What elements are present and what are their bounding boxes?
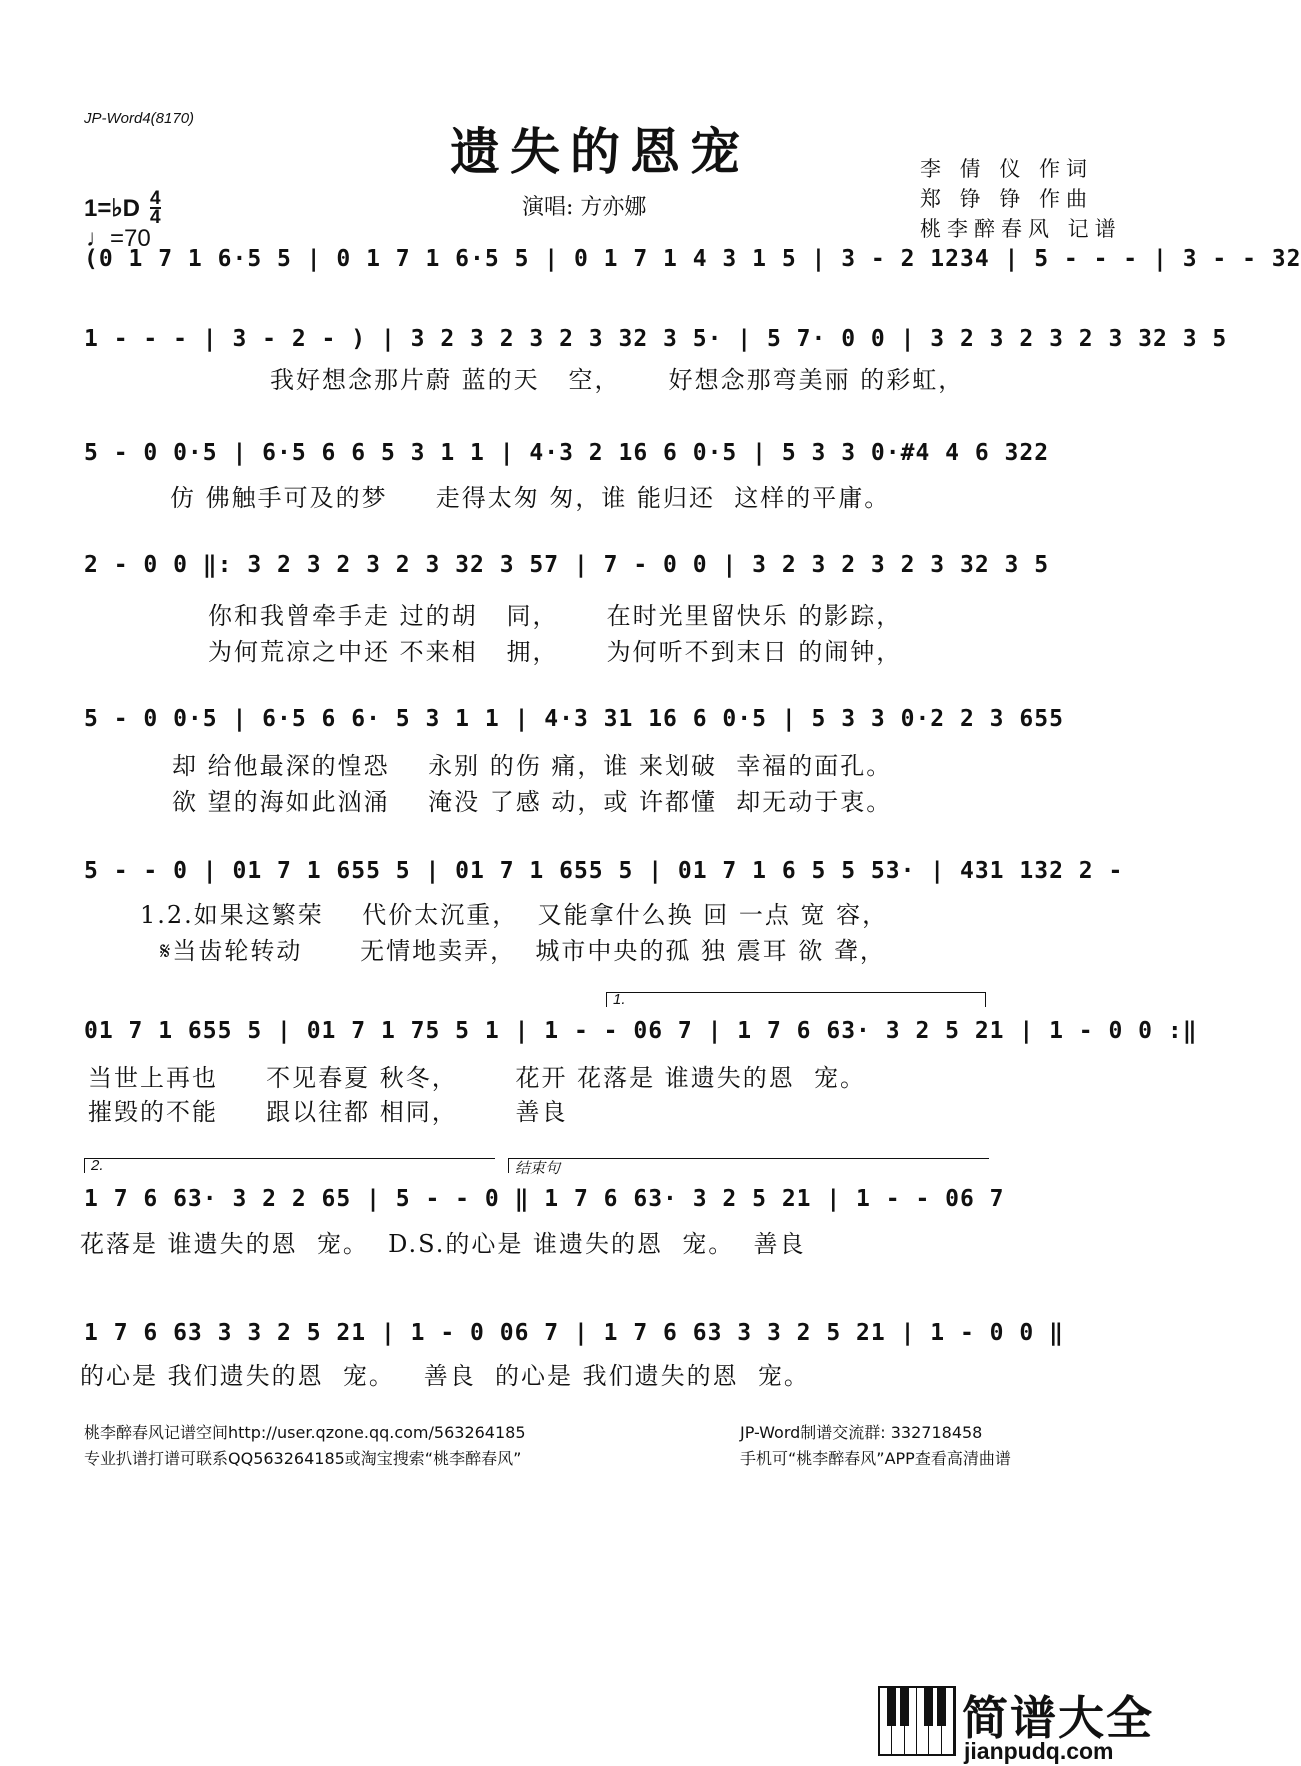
lyric-line-8: 花落是 谁遗失的恩 宠。 D.S.的心是 谁遗失的恩 宠。 善良	[80, 1230, 806, 1258]
footer-qzone: 桃李醉春风记谱空间http://user.qzone.qq.com/563264185	[84, 1423, 526, 1442]
notation-line-4: 2 - 0 0 ‖: 3 2 3 2 3 2 3 32 3 57 | 7 - 0 0 | 3 2 3 2 3 2 3 32 3 5	[84, 552, 1050, 578]
time-signature	[150, 190, 161, 226]
notation-line-7: 01 7 1 655 5 | 01 7 1 75 5 1 | 1 - - 06 7 | 1 7 6 63· 3 2 5 21 | 1 - 0 0 :‖	[84, 1018, 1198, 1044]
time-top: 4	[150, 188, 161, 209]
notation-line-8: 1 7 6 63· 3 2 2 65 | 5 - - 0 ‖ 1 7 6 63· 3 2 5 21 | 1 - - 06 7	[84, 1186, 1005, 1212]
time-bottom: 4	[150, 207, 161, 228]
lyricist: 李 倩 仪 作词	[920, 157, 1094, 181]
logo-name: 简谱大全	[962, 1691, 1154, 1745]
site-logo	[878, 1676, 1200, 1766]
coda-label: 结束句	[515, 1160, 561, 1177]
notation-line-1: (0 1 7 1 6·5 5 | 0 1 7 1 6·5 5 | 0 1 7 1 4 3 1 5 | 3 - 2 1234 | 5 - - - | 3 - - 32	[84, 246, 1301, 272]
footer-left	[84, 1420, 526, 1472]
notation-line-3: 5 - 0 0·5 | 6·5 6 6 5 3 1 1 | 4·3 2 16 6 0·5 | 5 3 3 0·#4 4 6 322	[84, 440, 1050, 466]
credits	[920, 154, 1122, 244]
lyric-line-6a: 1.2.如果这繁荣 代价太沉重， 又能拿什么换 回 一点 宽 容，	[140, 901, 889, 929]
song-title: 遗失的恩宠	[450, 122, 750, 181]
composer: 郑 铮 铮 作曲	[920, 187, 1094, 211]
lyric-line-7b: 摧毁的不能 跟以往都 相同， 善良	[88, 1098, 568, 1126]
footer-group: JP-Word制谱交流群: 332718458	[740, 1423, 983, 1442]
notation-line-9: 1 7 6 63 3 3 2 5 21 | 1 - 0 06 7 | 1 7 6 63 3 3 2 5 21 | 1 - 0 0 ‖	[84, 1320, 1064, 1346]
software-version: JP-Word4(8170)	[84, 110, 195, 127]
footer-app: 手机可“桃李醉春风”APP查看高清曲谱	[740, 1449, 1011, 1468]
lyric-line-7a: 当世上再也 不见春夏 秋冬， 花开 花落是 谁遗失的恩 宠。	[88, 1064, 867, 1092]
lyric-line-9: 的心是 我们遗失的恩 宠。 善良 的心是 我们遗失的恩 宠。	[80, 1362, 810, 1390]
lyric-line-4b: 为何荒凉之中还 不来相 拥， 为何听不到末日 的闹钟，	[208, 638, 903, 666]
tempo: ♩=70	[86, 225, 151, 252]
lyric-line-2: 我好想念那片蔚 蓝的天 空， 好想念那弯美丽 的彩虹，	[270, 366, 965, 394]
logo-url: jianpudq.com	[964, 1738, 1114, 1764]
lyric-line-4a: 你和我曾牵手走 过的胡 同， 在时光里留快乐 的影踪，	[208, 602, 903, 630]
lyric-line-6b: 𝄋当齿轮转动 无情地卖弄， 城市中央的孤 独 震耳 欲 聋，	[160, 937, 886, 965]
key-signature	[84, 190, 161, 226]
footer-contact: 专业扒谱打谱可联系QQ563264185或淘宝搜索“桃李醉春风”	[84, 1449, 522, 1468]
lyric-line-5b: 欲 望的海如此汹涌 淹没 了感 动，或 许都懂 却无动于衷。	[172, 788, 893, 816]
lyric-line-5a: 却 给他最深的惶恐 永别 的伤 痛，谁 来划破 幸福的面孔。	[172, 752, 893, 780]
first-ending-label: 1.	[613, 991, 626, 1008]
second-ending-label: 2.	[91, 1157, 104, 1174]
notation-line-2: 1 - - - | 3 - 2 - ) | 3 2 3 2 3 2 3 32 3 5· | 5 7· 0 0 | 3 2 3 2 3 2 3 32 3 5	[84, 326, 1228, 352]
footer-right	[740, 1420, 1011, 1472]
key: 1=♭D	[84, 194, 141, 222]
notation-line-5: 5 - 0 0·5 | 6·5 6 6· 5 3 1 1 | 4·3 31 16 6 0·5 | 5 3 3 0·2 2 3 655	[84, 706, 1064, 732]
piano-icon	[878, 1686, 956, 1756]
transcriber: 桃李醉春风 记谱	[920, 217, 1122, 241]
notation-line-6: 5 - - 0 | 01 7 1 655 5 | 01 7 1 655 5 | 01 7 1 6 5 5 53· | 431 132 2 -	[84, 858, 1124, 884]
singer: 演唱: 方亦娜	[522, 195, 647, 220]
first-ending-bracket	[606, 992, 986, 1007]
second-ending-bracket	[84, 1158, 495, 1173]
coda-bracket	[508, 1158, 989, 1177]
lyric-line-3: 仿 佛触手可及的梦 走得太匆 匆，谁 能归还 这样的平庸。	[170, 484, 891, 512]
